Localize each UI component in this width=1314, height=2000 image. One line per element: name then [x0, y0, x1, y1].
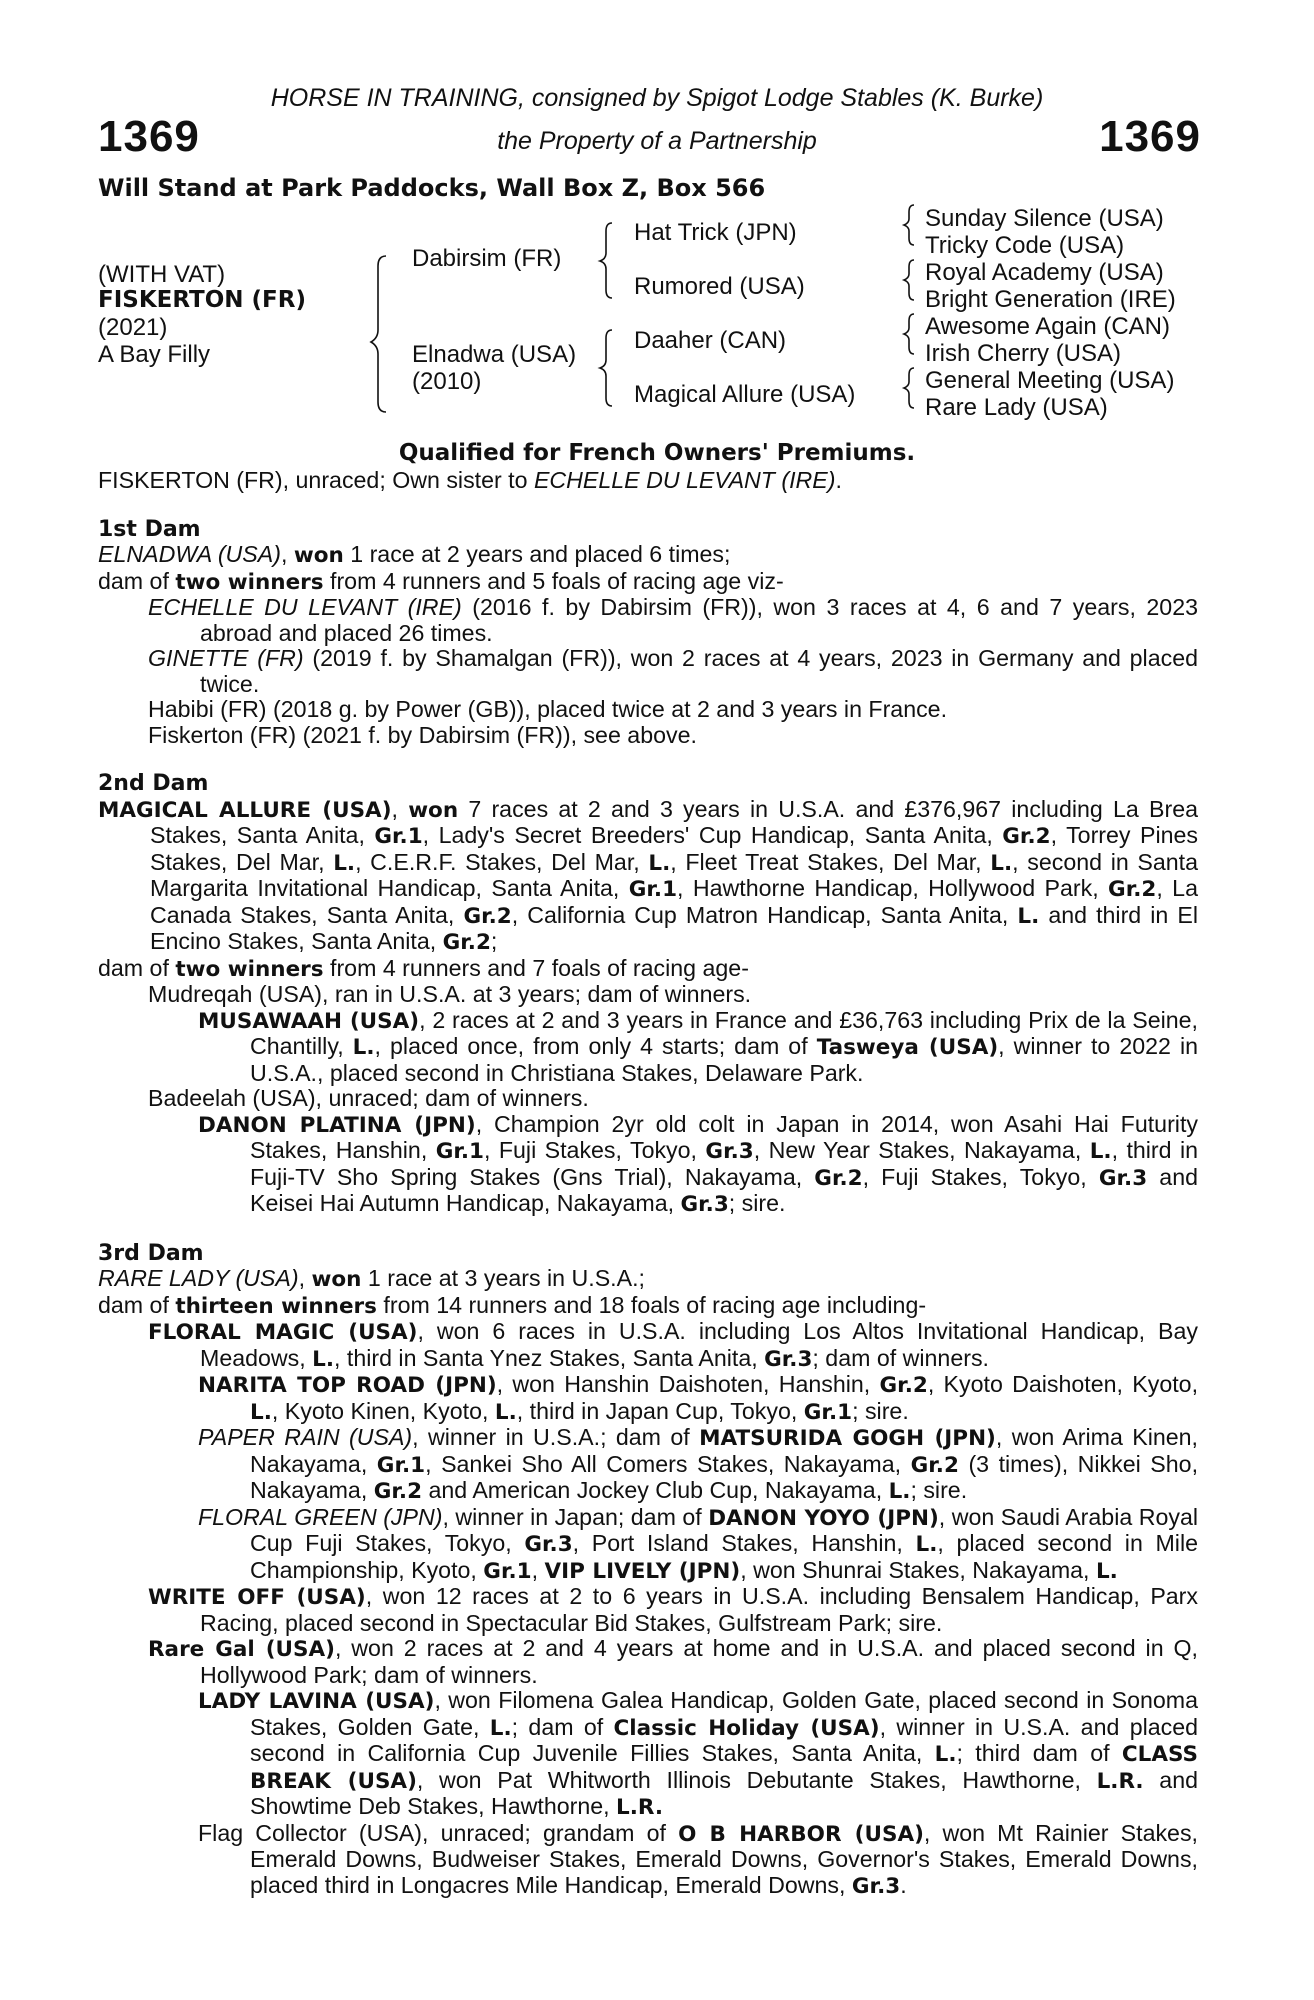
grand-progeny-entry: Flag Collector (USA), unraced; grandam of O B HARBOR (USA), won Mt Rainier Stakes, Emerald Downs, Budweiser Stakes, Emerald Downs, Governor's Stakes, Emerald Downs, placed third in Longacres Mile Handicap, Emerald Downs, Gr.3. — [198, 1819, 1198, 1899]
progeny-entry: Habibi (FR) (2018 g. by Power (GB)), placed twice at 2 and 3 years in France. — [148, 696, 948, 722]
grand-progeny-entry: DANON PLATINA (JPN), Champion 2yr old colt in Japan in 2014, won Asahi Hai Futurity Stakes, Hanshin, Gr.1, Fuji Stakes, Tokyo, Gr.3, New Year Stakes, Nakayama, L., third in Fuji-TV Sho Spring Stakes (Gns Trial), Nakayama, Gr.2, Fuji Stakes, Tokyo, Gr.3 and Keisei Hai Autumn Handicap, Nakayama, Gr.3; sire. — [198, 1110, 1199, 1217]
grand-progeny-entry: PAPER RAIN (USA), winner in U.S.A.; dam of MATSURIDA GOGH (JPN), won Arima Kinen, Nakayama, Gr.1, Sankei Sho All Comers Stakes, Nakayama, Gr.2 (3 times), Nikkei Sho, Nakayama, Gr.2 and American Jockey Club Cup, Nakayama, L.; sire. — [198, 1424, 1199, 1504]
horse-year: (2021) — [98, 314, 168, 341]
grand-progeny-entry: LADY LAVINA (USA), won Filomena Galea Handicap, Golden Gate, placed second in Sonoma Stakes, Golden Gate, L.; dam of Classic Holiday (USA), winner in U.S.A. and placed second in California Cup Juvenile Fillies Stakes, Santa Anita, L.; third dam of CLASS BREAK (USA), won Pat Whitworth Illinois Debutante Stakes, Hawthorne, L.R. and Showtime Deb Stakes, Hawthorne, L.R. — [198, 1687, 1199, 1820]
grand-progeny-entry: MUSAWAAH (USA), 2 races at 2 and 3 years in France and £36,763 including Prix de la Seine, Chantilly, L., placed once, from only 4 starts; dam of Tasweya (USA), winner to 2022 in U.S.A., placed second in Christiana Stakes, Delaware Park. — [198, 1006, 1198, 1086]
ancestor-6: Irish Cherry (USA) — [925, 340, 1122, 367]
catalogue-body — [98, 468, 1198, 1899]
third-dam-record: RARE LADY (USA), won 1 race at 3 years in U.S.A.; — [98, 1265, 645, 1292]
dam: Elnadwa (USA) — [412, 341, 577, 368]
sire-brace — [600, 223, 612, 298]
second-dam-heading: 2nd Dam — [98, 771, 209, 796]
sire-dam-brace — [371, 256, 386, 412]
grand-progeny-entry: NARITA TOP ROAD (JPN), won Hanshin Daishoten, Hanshin, Gr.2, Kyoto Daishoten, Kyoto, L., Kyoto Kinen, Kyoto, L., third in Japan Cup, Tokyo, Gr.1; sire. — [198, 1371, 1199, 1425]
horse-name: FISKERTON (FR) — [98, 287, 306, 313]
horse-description: A Bay Filly — [98, 341, 211, 368]
ancestor-5: Awesome Again (CAN) — [925, 313, 1170, 340]
brace-g4 — [904, 368, 914, 408]
first-dam-heading: 1st Dam — [98, 516, 201, 542]
second-dam-record: MAGICAL ALLURE (USA), won 7 races at 2 and 3 years in U.S.A. and £376,967 including La Brea Stakes, Santa Anita, Gr.1, Lady's Secret Breeders' Cup Handicap, Santa Anita, Gr.2, Torrey Pines Stakes, Del Mar, L., C.E.R.F. Stakes, Del Mar, L., Fleet Treat Stakes, Del Mar, L., second in Santa Margarita Invitational Handicap, Santa Anita, Gr.1, Hawthorne Handicap, Hollywood Park, Gr.2, La Canada Stakes, Santa Anita, Gr.2, California Cup Matron Handicap, Santa Anita, L. and third in El Encino Stakes, Santa Anita, Gr.2; — [98, 795, 1198, 955]
progeny-entry: Badeelah (USA), unraced; dam of winners. — [148, 1085, 589, 1111]
progeny-entry: Mudreqah (USA), ran in U.S.A. at 3 years; dam of winners. — [148, 981, 752, 1007]
first-dam-produce: dam of two winners from 4 runners and 5 foals of racing age viz- — [98, 567, 784, 595]
sire-dam: Rumored (USA) — [634, 273, 805, 300]
progeny-entry: Rare Gal (USA), won 2 races at 2 and 4 years at home and in U.S.A. and placed second in Q, Hollywood Park; dam of winners. — [148, 1635, 1198, 1688]
second-dam-produce: dam of two winners from 4 runners and 7 foals of racing age- — [98, 954, 749, 982]
stand-location: Will Stand at Park Paddocks, Wall Box Z, Box 566 — [98, 174, 766, 202]
sire-sire: Hat Trick (JPN) — [634, 219, 797, 246]
third-dam-produce: dam of thirteen winners from 14 runners and 18 foals of racing age including- — [98, 1291, 927, 1319]
property-line: the Property of a Partnership — [497, 127, 817, 155]
lot-number-left: 1369 — [98, 112, 200, 161]
dam-dam: Magical Allure (USA) — [634, 381, 856, 408]
progeny-entry: WRITE OFF (USA), won 12 races at 2 to 6 years in U.S.A. including Bensalem Handicap, Parx Racing, placed second in Spectacular Bid Stakes, Gulfstream Park; sire. — [148, 1583, 1198, 1636]
consignment-line: HORSE IN TRAINING, consigned by Spigot Lodge Stables (K. Burke) — [270, 84, 1044, 112]
ancestor-7: General Meeting (USA) — [925, 367, 1175, 394]
dam-sire: Daaher (CAN) — [634, 327, 787, 354]
dam-year: (2010) — [412, 368, 482, 395]
brace-g2 — [904, 260, 914, 300]
ancestor-3: Royal Academy (USA) — [925, 259, 1164, 286]
horse-vat: (WITH VAT) — [98, 261, 226, 288]
progeny-entry: Fiskerton (FR) (2021 f. by Dabirsim (FR)), see above. — [148, 721, 697, 748]
ancestor-8: Rare Lady (USA) — [925, 394, 1108, 421]
progeny-entry: FLORAL MAGIC (USA), won 6 races in U.S.A. including Los Altos Invitational Handicap, Bay Meadows, L., third in Santa Ynez Stakes, Santa Anita, Gr.3; dam of winners. — [148, 1318, 1198, 1372]
ancestor-4: Bright Generation (IRE) — [925, 286, 1176, 313]
ancestor-1: Sunday Silence (USA) — [925, 205, 1164, 232]
intro-line: FISKERTON (FR), unraced; Own sister to ECHELLE DU LEVANT (IRE). — [98, 467, 842, 493]
progeny-entry: ECHELLE DU LEVANT (IRE) (2016 f. by Dabirsim (FR)), won 3 races at 4, 6 and 7 years, 2023 abroad and placed 26 times. — [148, 594, 1198, 646]
brace-g1 — [904, 205, 914, 245]
lot-number-right: 1369 — [1099, 112, 1201, 161]
brace-g3 — [904, 314, 914, 354]
sire: Dabirsim (FR) — [412, 245, 562, 272]
first-dam-record: ELNADWA (USA), won 1 race at 2 years and placed 6 times; — [98, 541, 731, 568]
ancestor-2: Tricky Code (USA) — [925, 232, 1125, 259]
progeny-entry: GINETTE (FR) (2019 f. by Shamalgan (FR)), won 2 races at 4 years, 2023 in Germany and placed twice. — [148, 645, 1198, 697]
third-dam-heading: 3rd Dam — [98, 1240, 204, 1266]
premiums-note: Qualified for French Owners' Premiums. — [398, 440, 916, 466]
grand-progeny-entry: FLORAL GREEN (JPN), winner in Japan; dam of DANON YOYO (JPN), won Saudi Arabia Royal Cup Fuji Stakes, Tokyo, Gr.3, Port Island Stakes, Hanshin, L., placed second in Mile Championship, Kyoto, Gr.1, VIP LIVELY (JPN), won Shunrai Stakes, Nakayama, L. — [198, 1503, 1199, 1584]
dam-brace — [600, 330, 612, 406]
